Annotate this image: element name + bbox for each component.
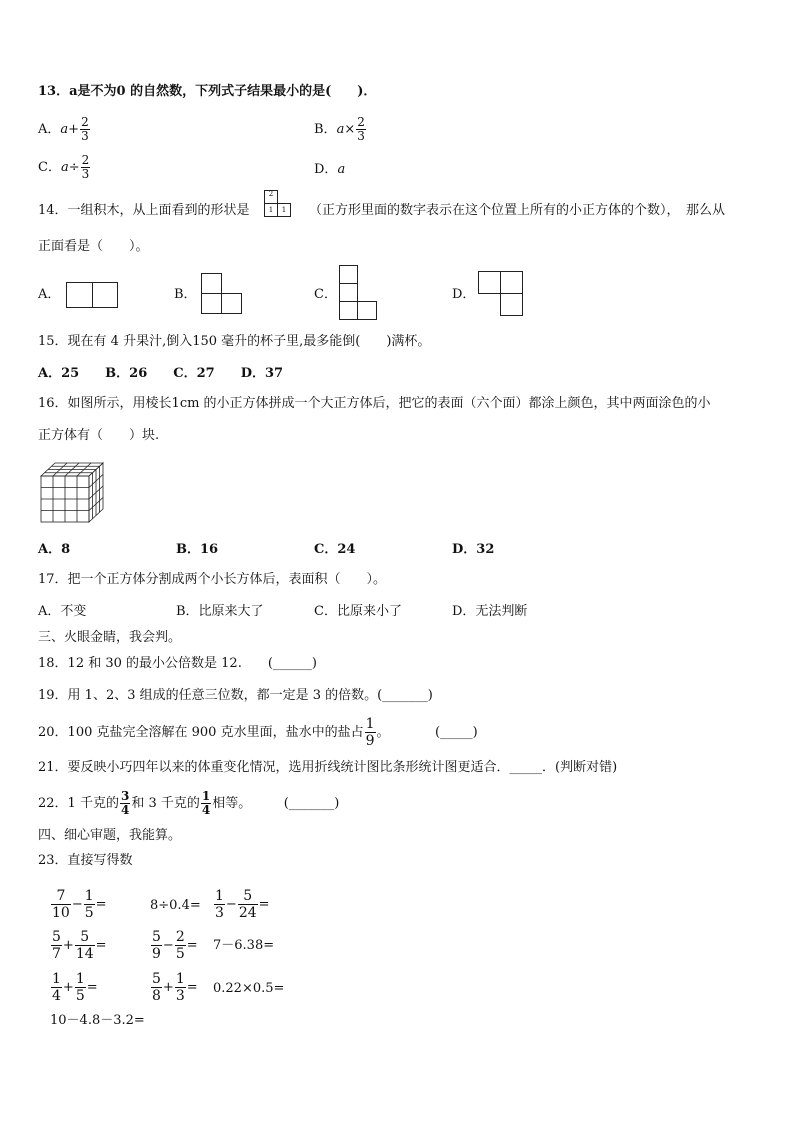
q15-stem: 15．现在有 4 升果汁,倒入150 毫升的杯子里,最多能倒( )满杯。 — [38, 334, 431, 349]
variable: a — [337, 162, 346, 177]
variable: a — [336, 122, 345, 137]
q22-text-part2: 和 3 千克的 — [131, 796, 200, 811]
operator: ÷ — [68, 160, 80, 175]
q17-option-d: D．无法判断 — [452, 604, 528, 619]
q16-option-d: D．32 — [452, 542, 495, 557]
operator: + — [68, 122, 80, 137]
q19-text: 19．用 1、2、3 组成的任意三位数，都一定是 3 的倍数。(_______) — [38, 688, 433, 703]
q16-stem-line2: 正方体有（ ）块. — [38, 428, 160, 443]
q13-option-a — [38, 116, 91, 143]
q22-text-part3: 相等。 (_______) — [212, 796, 340, 811]
option-label: A． — [38, 122, 61, 137]
q14-option-b-label: B． — [174, 287, 197, 302]
expr-7: $\frac{1}{4}$ + $\frac{1}{5}$ = — [52, 971, 98, 1004]
expr-5: $\frac{5}{9}$ − $\frac{2}{5}$ = — [152, 929, 198, 962]
q17-option-b: B．比原来大了 — [176, 604, 264, 619]
q16-option-b: B．16 — [176, 542, 219, 557]
section-3-heading: 三、火眼金睛，我会判。 — [38, 630, 182, 645]
q22-line — [38, 790, 339, 817]
q14-stem-part2: （正方形里面的数字表示在这个位置上所有的小正方体的个数）， 那么从 — [309, 203, 726, 218]
q23-stem: 23．直接写得数 — [38, 853, 133, 868]
expr-2: 8÷0.4= — [150, 898, 201, 913]
expr-8: $\frac{5}{8}$ + $\frac{1}{3}$ = — [152, 971, 198, 1004]
q14-top-view-figure — [264, 190, 304, 230]
fraction: $\frac{2}{3}$ — [357, 115, 365, 143]
q16-option-c: C．24 — [314, 542, 356, 557]
variable: a — [60, 122, 69, 137]
q21-text: 21．要反映小巧四年以来的体重变化情况，选用折线统计图比条形统计图更适合．_____．(判断对错) — [38, 760, 618, 775]
section-4-heading: 四、细心审题，我能算。 — [38, 828, 182, 843]
q14-option-d-label: D． — [452, 287, 476, 302]
option-label: D． — [314, 162, 338, 177]
q17-stem: 17．把一个正方体分割成两个小长方体后，表面积（ ）。 — [38, 572, 387, 587]
q20-text: 20．100 克盐完全溶解在 900 克水里面，盐水中的盐占 — [38, 725, 364, 740]
q16-option-a: A．8 — [38, 542, 71, 557]
q15-options: A．25 B．26 C．27 D．37 — [38, 366, 284, 381]
option-label: C． — [38, 160, 61, 175]
q14-option-a-figure — [66, 282, 118, 308]
option-label: B． — [314, 122, 337, 137]
fraction: $\frac{1}{4}$ — [201, 789, 211, 817]
q17-option-a: A．不变 — [38, 604, 87, 619]
q14-option-d-figure — [478, 271, 524, 317]
top-view-cell: 1 — [277, 203, 291, 217]
q14-option-c-label: C． — [314, 287, 337, 302]
top-view-cell: 2 — [264, 190, 278, 204]
q20-tail: 。 (_____) — [376, 725, 478, 740]
q18-text: 18．12 和 30 的最小公倍数是 12. (______) — [38, 656, 317, 671]
q13-option-b — [314, 116, 367, 143]
q13-option-c — [38, 154, 91, 181]
top-view-cell: 1 — [264, 203, 278, 217]
q20-line — [38, 716, 478, 749]
q14-stem-part1: 14．一组积木，从上面看到的形状是 — [38, 203, 250, 218]
expr-4: $\frac{5}{7}$ + $\frac{5}{14}$ = — [52, 929, 107, 962]
q14-stem-line2: 正面看是（ ）。 — [38, 239, 149, 254]
fraction: $\frac{1}{9}$ — [365, 716, 375, 749]
expr-3: $\frac{1}{3}$ − $\frac{5}{24}$ = — [215, 888, 270, 921]
q13-option-d — [314, 162, 345, 178]
q14-option-a-label: A． — [38, 287, 61, 302]
fraction: $\frac{3}{4}$ — [120, 789, 130, 817]
variable: a — [60, 160, 69, 175]
q22-text-part1: 22．1 千克的 — [38, 796, 119, 811]
fraction: $\frac{2}{3}$ — [81, 115, 89, 143]
q16-stem-line1: 16．如图所示，用棱长1cm 的小正方体拼成一个大正方体后，把它的表面（六个面）都涂上颜色，其中两面涂色的小 — [38, 396, 711, 411]
q14-option-c-figure — [339, 265, 379, 321]
q17-option-c: C．比原来小了 — [314, 604, 402, 619]
expr-1: $\frac{7}{10}$ − $\frac{1}{5}$ = — [52, 888, 107, 921]
q13-stem: 13．a是不为0 的自然数，下列式子结果最小的是( )． — [38, 84, 377, 99]
cube-4x4x4-figure — [40, 462, 106, 524]
operator: × — [344, 122, 356, 137]
expr-6: 7－6.38= — [213, 938, 275, 953]
q14-option-b-figure — [201, 273, 243, 315]
expr-9: 0.22×0.5= — [213, 981, 285, 996]
expr-10: 10－4.8－3.2= — [50, 1013, 145, 1028]
fraction: $\frac{2}{3}$ — [81, 153, 90, 181]
